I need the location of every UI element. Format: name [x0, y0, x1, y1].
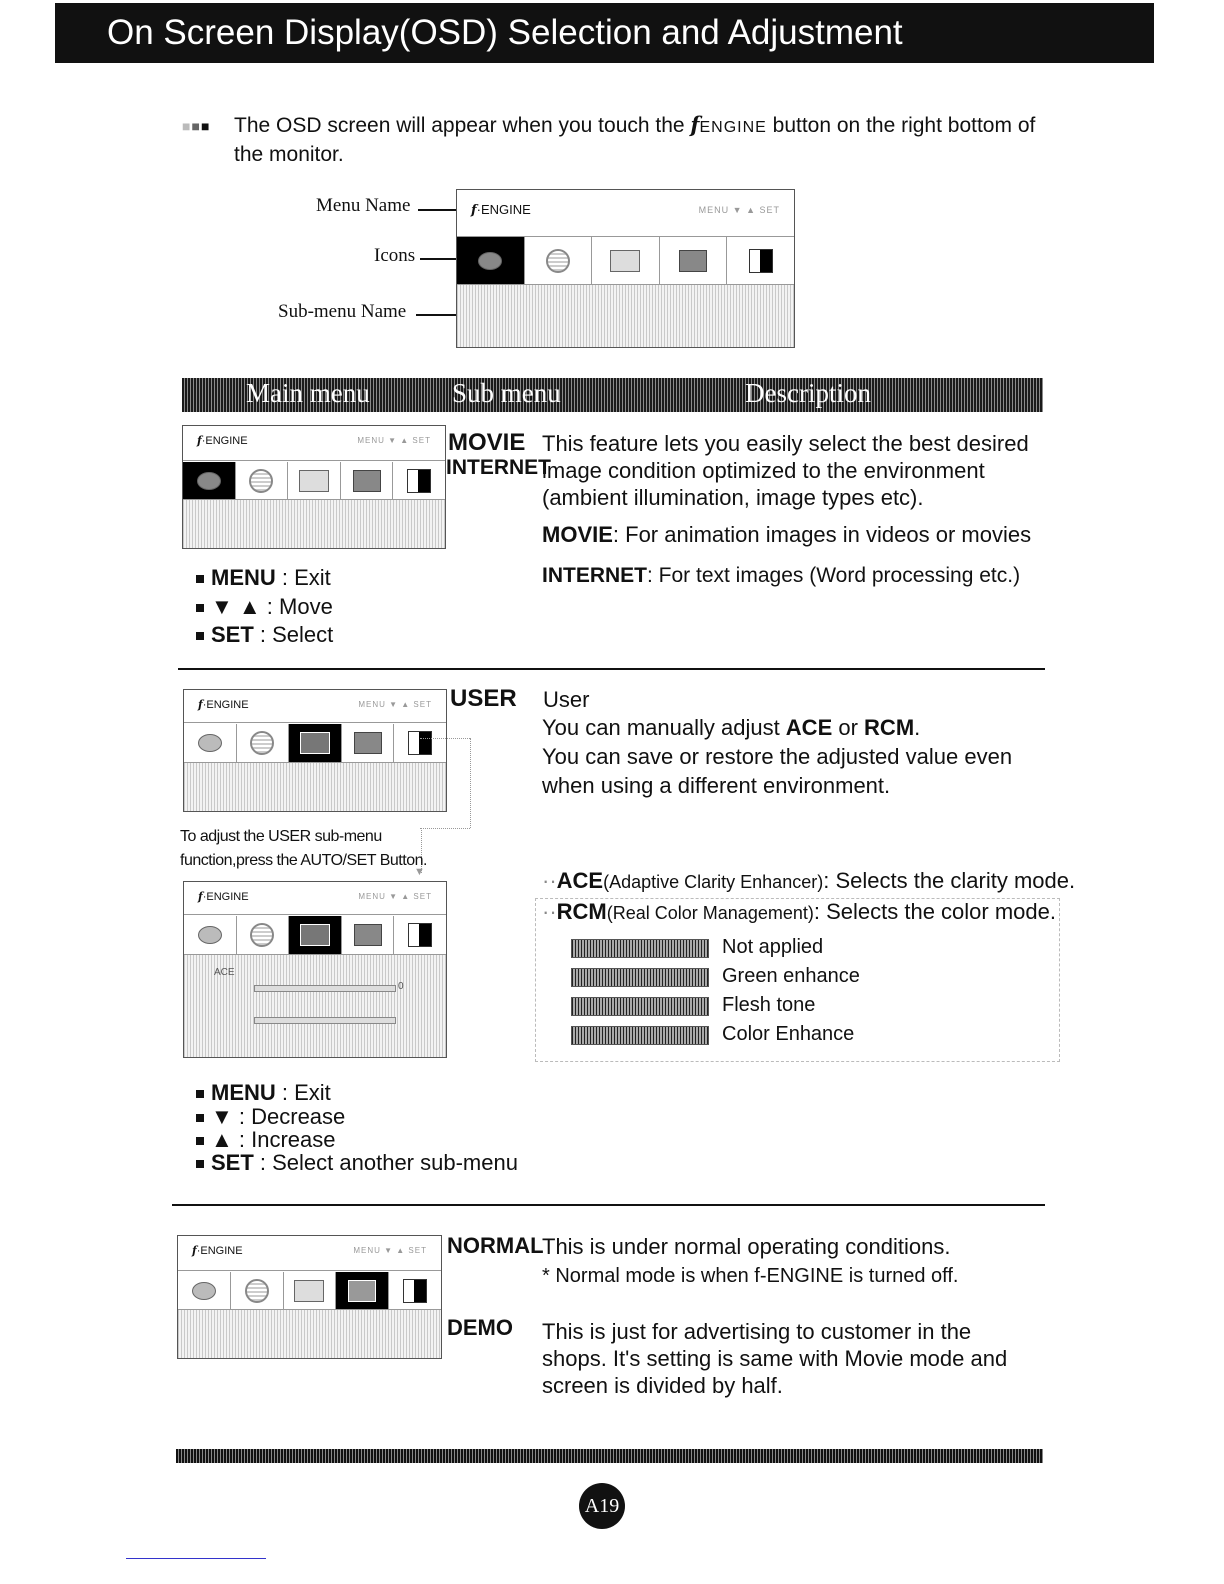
movie-tab[interactable] [184, 916, 237, 954]
demo-icon [408, 923, 432, 947]
panel-ace-value: 0 [398, 981, 404, 992]
rcm-swatch [571, 997, 709, 1016]
internet-icon [250, 923, 274, 947]
submenu-normal: NORMAL [447, 1233, 544, 1258]
section1-desc-1: This feature lets you easily select the best desired [542, 431, 1029, 456]
normal-tab[interactable] [342, 916, 395, 954]
submenu-demo: DEMO [447, 1315, 513, 1340]
osd-controls: MENU ▼ ▲ SET [357, 436, 431, 445]
leader-line [418, 209, 456, 211]
osd-controls: MENU ▼ ▲ SET [353, 1246, 427, 1255]
osd-icon-row [184, 724, 446, 763]
normal-tab[interactable] [342, 724, 395, 762]
section1-desc-2: image condition optimized to the environment [542, 458, 985, 483]
osd-diagram-main [456, 189, 795, 348]
section2-desc-title: User [543, 687, 590, 712]
demo-icon [408, 731, 432, 755]
user-tab[interactable] [289, 724, 342, 762]
user-tab[interactable] [284, 1272, 337, 1309]
connector-line [420, 738, 470, 739]
divider [172, 1204, 1045, 1206]
demo-tab[interactable] [727, 237, 794, 284]
internet-icon [250, 731, 274, 755]
section1-internet-desc: INTERNET: For text images (Word processing etc.) [542, 564, 1021, 587]
internet-tab[interactable] [236, 462, 289, 499]
user-icon [299, 470, 329, 492]
osd-submenu-panel [184, 955, 446, 1057]
osd-title-row [184, 882, 446, 915]
movie-icon [192, 1282, 216, 1300]
movie-icon [478, 252, 502, 270]
footer-line [126, 1558, 266, 1559]
leader-line [420, 258, 456, 260]
ace-desc: ··ACE(Adaptive Clarity Enhancer): Selects the clarity mode. [542, 868, 1076, 893]
page-title: On Screen Display(OSD) Selection and Adjustment [107, 13, 903, 52]
rcm-swatch [571, 939, 709, 958]
intro-line-2: the monitor. [234, 143, 344, 166]
osd-diagram-section3 [177, 1235, 442, 1359]
osd-engine: f·ENGINE [198, 698, 249, 711]
legend-submenu-name: Sub-menu Name [278, 301, 407, 322]
normal-icon [348, 1280, 376, 1302]
demo-icon [407, 469, 431, 493]
demo-desc-3: screen is divided by half. [542, 1373, 783, 1398]
user-tab[interactable] [288, 462, 341, 499]
intro-text-before: The OSD screen will appear when you touch the [234, 114, 685, 137]
rcm-swatch [571, 968, 709, 987]
rcm-mode-green: Green enhance [722, 965, 860, 987]
user-icon [300, 732, 330, 754]
col-description: Description [745, 378, 871, 408]
normal-icon [353, 470, 381, 492]
osd-title-row [178, 1236, 441, 1271]
section1-movie-desc: MOVIE: For animation images in videos or movies [542, 522, 1032, 547]
arrow-down-icon: ▼ [414, 866, 425, 878]
section2-desc-3: You can save or restore the adjusted value even [542, 744, 1013, 769]
section1-desc-3: (ambient illumination, image types etc). [542, 485, 924, 510]
section2-desc-4: when using a different environment. [542, 773, 891, 798]
normal-tab[interactable] [336, 1272, 389, 1309]
osd-icon-row [178, 1272, 441, 1310]
normal-tab[interactable] [341, 462, 394, 499]
f-engine-icon: f [198, 698, 203, 711]
osd-title-row [184, 690, 446, 723]
intro-engine-label: ENGINE [699, 119, 767, 136]
demo-tab[interactable] [394, 724, 446, 762]
internet-icon [249, 469, 273, 493]
submenu-internet: INTERNET [446, 456, 551, 479]
osd-icon-row [183, 462, 445, 500]
demo-desc-2: shops. It's setting is same with Movie mode and [542, 1346, 1008, 1371]
osd-controls: MENU ▼ ▲ SET [358, 892, 432, 901]
movie-icon [198, 734, 222, 752]
key-set: SET : Select [196, 622, 333, 648]
col-main-menu: Main menu [246, 378, 370, 408]
intro-text-after: button on the right bottom of [772, 114, 1036, 137]
osd-diagram-section1 [182, 425, 446, 549]
user-icon [610, 250, 640, 272]
legend-icons: Icons [374, 245, 416, 266]
demo-tab[interactable] [389, 1272, 441, 1309]
rcm-mode-flesh: Flesh tone [722, 994, 816, 1016]
divider [178, 668, 1045, 670]
osd-diagram-section2a [183, 689, 447, 812]
normal-icon [354, 732, 382, 754]
legend-menu-name: Menu Name [316, 195, 411, 216]
internet-tab[interactable] [231, 1272, 284, 1309]
osd-icon-row [457, 237, 794, 285]
internet-icon [546, 249, 570, 273]
key-set: SET : Select another sub-menu [196, 1150, 518, 1176]
user-icon [294, 1280, 324, 1302]
osd-controls: MENU ▼ ▲ SET [698, 205, 780, 215]
adjust-note-2: function,press the AUTO/SET Button. [180, 852, 427, 869]
osd-icon-row [184, 916, 446, 955]
osd-submenu-bar [178, 1310, 441, 1358]
submenu-user: USER [450, 685, 517, 712]
movie-tab[interactable] [178, 1272, 231, 1309]
osd-engine: f·ENGINE [471, 202, 531, 218]
osd-submenu-bar [183, 500, 445, 548]
movie-tab[interactable] [183, 462, 236, 499]
demo-desc-1: This is just for advertising to customer in the [542, 1319, 972, 1344]
osd-diagram-section2b [183, 881, 447, 1058]
normal-icon [679, 250, 707, 272]
movie-tab[interactable] [457, 237, 525, 284]
section2-desc-2: You can manually adjust ACE or RCM. [542, 715, 921, 740]
internet-icon [245, 1279, 269, 1303]
leader-line [416, 314, 456, 316]
osd-engine: f·ENGINE [192, 1244, 243, 1257]
f-engine-icon: f [198, 890, 203, 903]
demo-icon [403, 1279, 427, 1303]
movie-icon [197, 472, 221, 490]
rcm-desc: ··RCM(Real Color Management): Selects the color mode. [542, 899, 1056, 924]
osd-title-row [183, 426, 445, 461]
movie-icon [198, 926, 222, 944]
rcm-mode-color: Color Enhance [722, 1023, 855, 1045]
intro-line-1 [234, 112, 1035, 138]
normal-tab[interactable] [660, 237, 728, 284]
connector-line [420, 828, 470, 829]
internet-tab[interactable] [237, 916, 290, 954]
osd-submenu-bar [457, 285, 794, 347]
key-move: ▼ ▲ : Move [196, 594, 333, 620]
panel-ace-label: ACE [214, 967, 235, 978]
osd-title-row [457, 190, 794, 237]
f-engine-icon: f [197, 434, 202, 447]
adjust-note-1: To adjust the USER sub-menu [180, 828, 382, 845]
user-icon [300, 924, 330, 946]
movie-tab[interactable] [184, 724, 237, 762]
osd-submenu-bar [184, 763, 446, 811]
connector-line [470, 738, 471, 828]
internet-tab[interactable] [237, 724, 290, 762]
internet-tab[interactable] [525, 237, 593, 284]
key-menu: MENU : Exit [196, 565, 331, 591]
user-tab[interactable] [592, 237, 660, 284]
normal-desc: This is under normal operating conditions. [542, 1234, 951, 1259]
osd-controls: MENU ▼ ▲ SET [358, 700, 432, 709]
header-bar [55, 3, 1154, 63]
key-menu: MENU : Exit [196, 1080, 331, 1106]
demo-icon [749, 249, 773, 273]
user-tab[interactable] [289, 916, 342, 954]
normal-icon [354, 924, 382, 946]
submenu-movie: MOVIE [448, 429, 526, 456]
col-sub-menu: Sub menu [452, 378, 561, 408]
f-engine-icon: f [690, 112, 700, 137]
rcm-slider[interactable] [254, 1017, 396, 1024]
normal-note: * Normal mode is when f-ENGINE is turned off. [542, 1265, 959, 1287]
f-engine-icon: f [471, 203, 477, 218]
rcm-mode-not-applied: Not applied [722, 936, 824, 958]
f-engine-icon: f [192, 1244, 197, 1257]
ace-slider[interactable] [254, 985, 396, 992]
rcm-swatch [571, 1026, 709, 1045]
intro-bullets: ■■■ [182, 118, 211, 134]
demo-tab[interactable] [394, 916, 446, 954]
key-increase: ▲ : Increase [196, 1127, 336, 1153]
footer-band [176, 1449, 1043, 1463]
key-decrease: ▼ : Decrease [196, 1104, 345, 1130]
page-number: A19 [579, 1483, 625, 1529]
osd-engine: f·ENGINE [198, 890, 249, 903]
osd-engine: f·ENGINE [197, 434, 248, 447]
demo-tab[interactable] [393, 462, 445, 499]
